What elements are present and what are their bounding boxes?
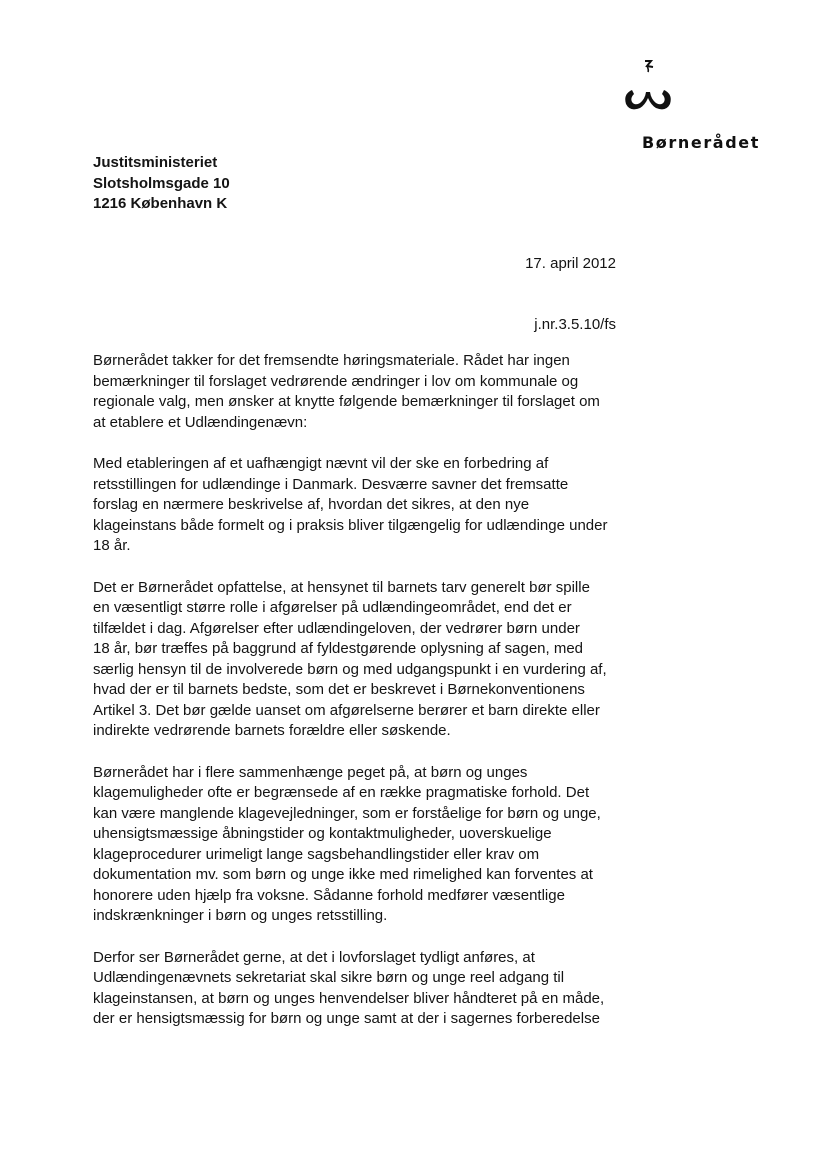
text-line: der er hensigtsmæssig for børn og unge samt at der i sagernes forberedelse [93,1010,600,1027]
text-line: Derfor ser Børnerådet gerne, at det i lovforslaget tydligt anføres, at [93,948,535,966]
text-line: klageprocedurer urimeligt lange sagsbehandlingstider eller krav om [93,845,540,863]
organization-name: Børnerådet [642,133,760,152]
text-line: klageinstans både formelt og i praksis bliver tilgængelig for udlændinge under [93,516,608,534]
recipient-line: Justitsministeriet [93,154,218,171]
text-line: uhensigtsmæssige åbningstider og kontaktmuligheder, uoverskuelige [93,825,552,842]
text-line: Børnerådet har i flere sammenhænge peget på, at børn og unges [93,763,528,781]
text-line: hvad der er til barnets bedste, som det er beskrevet i Børnekonventionens [93,681,585,698]
text-line: retsstillingen for udlændinge i Danmark. Desværre savner det fremsatte [93,475,569,493]
text-line: dokumentation mv. som børn og unge ikke med rimelighed kan forventes at [93,866,593,883]
paragraph [93,454,633,557]
text-line: forslag en nærmere beskrivelse af, hvordan det sikres, at den nye [93,496,530,513]
text-line: tilfældet i dag. Afgørelser efter udlændingeloven, der vedrører børn under [93,619,580,637]
text-line: klagemuligheder ofte er begrænsede af en række pragmatiske forhold. Det [93,784,590,801]
text-line: kan være manglende klagevejledninger, som er forståelige for børn og unge, [93,804,601,822]
text-line: Artikel 3. Det bør gælde uanset om afgørelserne berører et barn direkte eller [93,701,600,719]
recipient-address [93,153,230,215]
letter-date: 17. april 2012 [525,255,616,272]
text-line: Udlændingenævnets sekretariat skal sikre børn og unge reel adgang til [93,969,565,986]
text-line: en væsentligt større rolle i afgørelser på udlændingeområdet, end det er [93,599,572,616]
text-line: indirekte vedrørende barnets forældre eller søskende. [93,722,451,739]
paragraph [93,948,633,1030]
text-line: indskrænkninger i børn og unges retsstilling. [93,907,388,924]
text-line: klageinstansen, at børn og unges henvendelser bliver håndteret på en måde, [93,989,605,1007]
text-line: honorere uden hjælp fra voksne. Sådanne forhold medfører væsentlige [93,886,565,904]
text-line: at etablere et Udlændingenævn: [93,413,308,431]
borneradet-logo-icon [618,52,678,122]
recipient-line: Slotsholmsgade 10 [93,174,230,192]
paragraph [93,763,633,927]
text-line: bemærkninger til forslaget vedrørende ændringer i lov om kommunale og [93,372,579,390]
recipient-line: 1216 København K [93,195,228,212]
text-line: Børnerådet takker for det fremsendte høringsmateriale. Rådet har ingen [93,352,570,369]
letter-body [93,351,633,1051]
paragraph [93,351,633,433]
text-line: regionale valg, men ønsker at knytte følgende bemærkninger til forslaget om [93,393,600,410]
text-line: særlig hensyn til de involverede børn og med udgangspunkt i en vurdering af, [93,660,607,678]
text-line: 18 år, bør træffes på baggrund af fyldestgørende oplysning af sagen, med [93,640,584,657]
reference-number: j.nr.3.5.10/fs [534,316,616,333]
letterhead-logo [610,52,790,162]
text-line: Det er Børnerådet opfattelse, at hensynet til barnets tarv generelt bør spille [93,578,590,596]
text-line: Med etableringen af et uafhængigt nævnt vil der ske en forbedring af [93,455,549,472]
paragraph [93,578,633,742]
text-line: 18 år. [93,537,131,554]
